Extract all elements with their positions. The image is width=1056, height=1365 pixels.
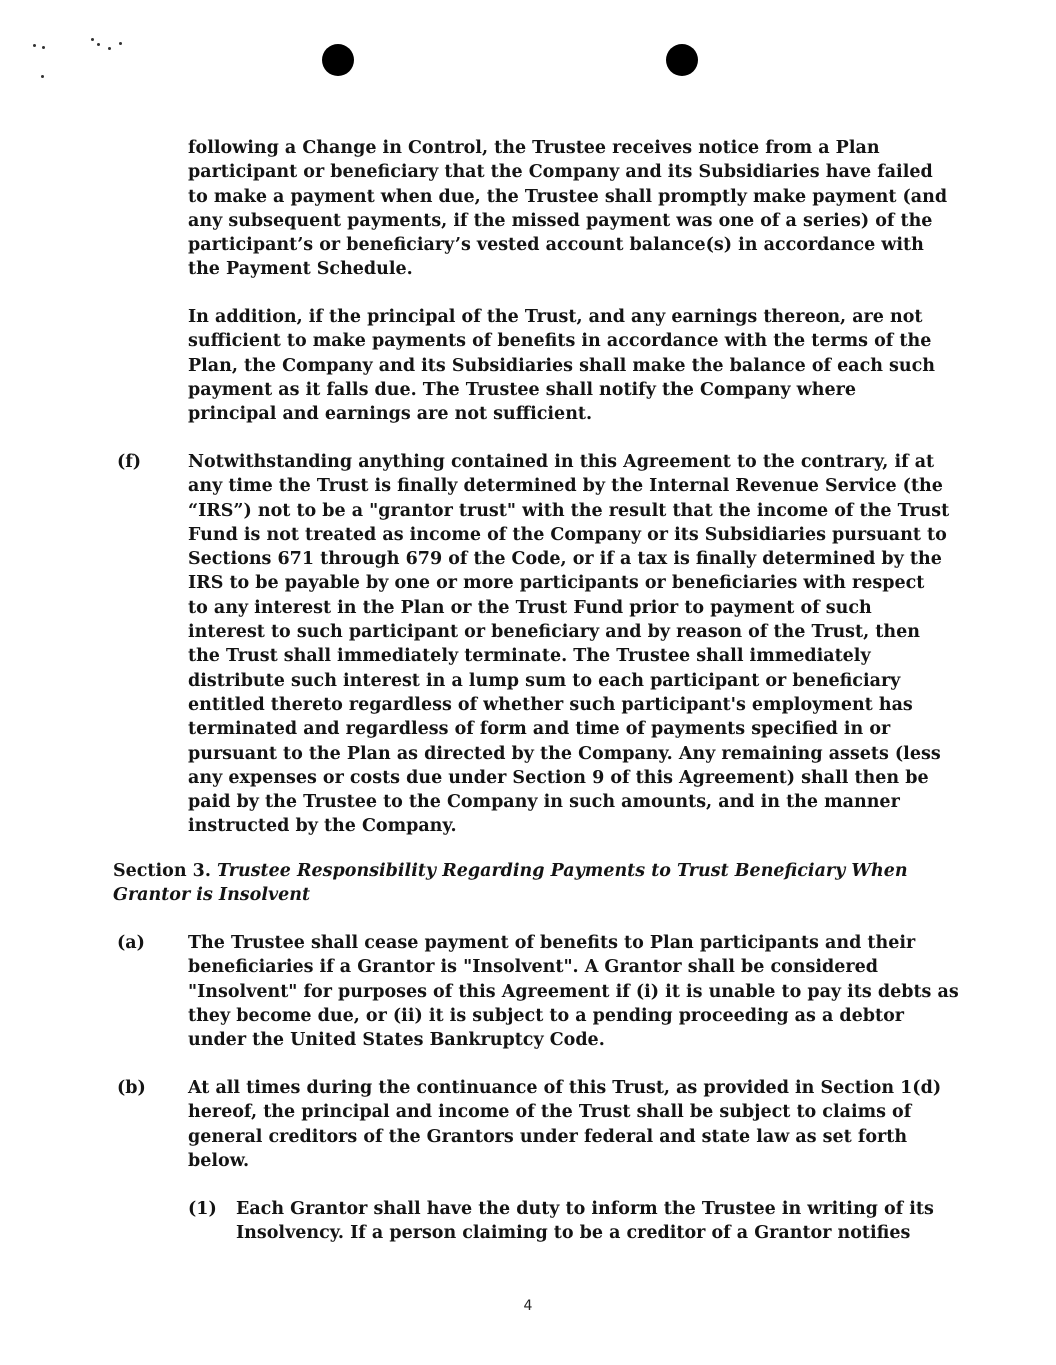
scan-speck: [97, 43, 100, 46]
text-line: IRS to be payable by one or more participants or beneficiaries with respect: [188, 573, 925, 594]
item-label-a: (a): [117, 933, 145, 953]
text-line: Each Grantor shall have the duty to inform the Trustee in writing of its: [236, 1199, 934, 1219]
text-line: payment as it falls due. The Trustee shall notify the Company where: [188, 379, 856, 400]
text-line: The Trustee shall cease payment of benefits to Plan participants and their: [188, 933, 916, 953]
paragraph-continuation: [188, 136, 947, 282]
section-3-prefix: Section 3.: [113, 861, 211, 881]
text-line: “IRS”) not to be a "grantor trust" with the result that the income of the Trust: [188, 500, 950, 521]
text-line: participant’s or beneficiary’s vested account balance(s) in accordance with: [188, 235, 924, 256]
section-3-heading-line1: [113, 859, 908, 883]
section-3-title-line2: Grantor is Insolvent: [113, 885, 311, 906]
text-line: At all times during the continuance of this Trust, as provided in Section 1(d): [188, 1078, 942, 1098]
text-line: under the United States Bankruptcy Code.: [188, 1030, 605, 1051]
text-line: paid by the Trustee to the Company in such amounts, and in the manner: [188, 792, 900, 813]
text-line: participant or beneficiary that the Company and its Subsidiaries have failed: [188, 162, 933, 183]
text-line: pursuant to the Plan as directed by the Company. Any remaining assets (less: [188, 743, 941, 764]
text-line: the Trust shall immediately terminate. The Trustee shall immediately: [188, 646, 871, 667]
text-line: Insolvency. If a person claiming to be a creditor of a Grantor notifies: [236, 1223, 911, 1244]
text-line: Notwithstanding anything contained in this Agreement to the contrary, if at: [188, 452, 935, 472]
punch-hole-left: [322, 44, 354, 76]
item-label-b: (b): [117, 1078, 146, 1098]
text-line: any time the Trust is finally determined by the Internal Revenue Service (the: [188, 476, 943, 497]
scan-speck: [33, 44, 36, 47]
text-line: they become due, or (ii) it is subject to a pending proceeding as a debtor: [188, 1005, 904, 1026]
item-a-body: [188, 931, 959, 1052]
text-line: instructed by the Company.: [188, 816, 457, 837]
text-line: the Payment Schedule.: [188, 259, 413, 280]
text-line: any expenses or costs due under Section 9 of this Agreement) shall then be: [188, 767, 929, 788]
text-line: hereof, the principal and income of the Trust shall be subject to claims of: [188, 1102, 912, 1123]
page-number: 4: [523, 1298, 533, 1314]
item-label-f: (f): [117, 452, 142, 472]
text-line: terminated and regardless of form and time of payments specified in or: [188, 719, 891, 740]
section-3-heading: [113, 859, 908, 908]
text-line: Plan, the Company and its Subsidiaries shall make the balance of each such: [188, 355, 936, 376]
text-line: to make a payment when due, the Trustee shall promptly make payment (and: [188, 186, 948, 207]
scan-speck: [91, 38, 94, 41]
scan-speck: [41, 75, 44, 78]
text-line: sufficient to make payments of benefits in accordance with the terms of the: [188, 331, 932, 352]
text-line: general creditors of the Grantors under federal and state law as set forth: [188, 1126, 908, 1147]
text-line: Fund is not treated as income of the Company or its Subsidiaries pursuant to: [188, 524, 947, 545]
scan-speck: [108, 47, 111, 50]
text-line: principal and earnings are not sufficient.: [188, 404, 593, 425]
text-line: following a Change in Control, the Trustee receives notice from a Plan: [188, 138, 880, 158]
item-f-body: [188, 450, 949, 839]
text-line: distribute such interest in a lump sum to each participant or beneficiary: [188, 670, 901, 691]
text-line: In addition, if the principal of the Trust, and any earnings thereon, are not: [188, 307, 923, 327]
scan-speck: [119, 42, 122, 45]
text-line: to any interest in the Plan or the Trust Fund prior to payment of such: [188, 597, 872, 618]
text-line: Sections 671 through 679 of the Code, or if a tax is finally determined by the: [188, 549, 942, 570]
punch-hole-right: [666, 44, 698, 76]
paragraph-addition: [188, 305, 935, 426]
section-3-title-line1: Trustee Responsibility Regarding Payments to Trust Beneficiary When: [217, 861, 908, 881]
text-line: "Insolvent" for purposes of this Agreement if (i) it is unable to pay its debts as: [188, 981, 959, 1002]
item-label-b1: (1): [188, 1199, 217, 1219]
text-line: beneficiaries if a Grantor is "Insolvent". A Grantor shall be considered: [188, 957, 878, 978]
text-line: entitled thereto regardless of whether such participant's employment has: [188, 694, 913, 715]
text-line: interest to such participant or beneficiary and by reason of the Trust, then: [188, 622, 920, 643]
text-line: below.: [188, 1150, 250, 1171]
scan-speck: [42, 46, 45, 49]
item-b1-body: [236, 1197, 934, 1246]
text-line: any subsequent payments, if the missed payment was one of a series) of the: [188, 210, 933, 231]
item-b-body: [188, 1076, 941, 1173]
